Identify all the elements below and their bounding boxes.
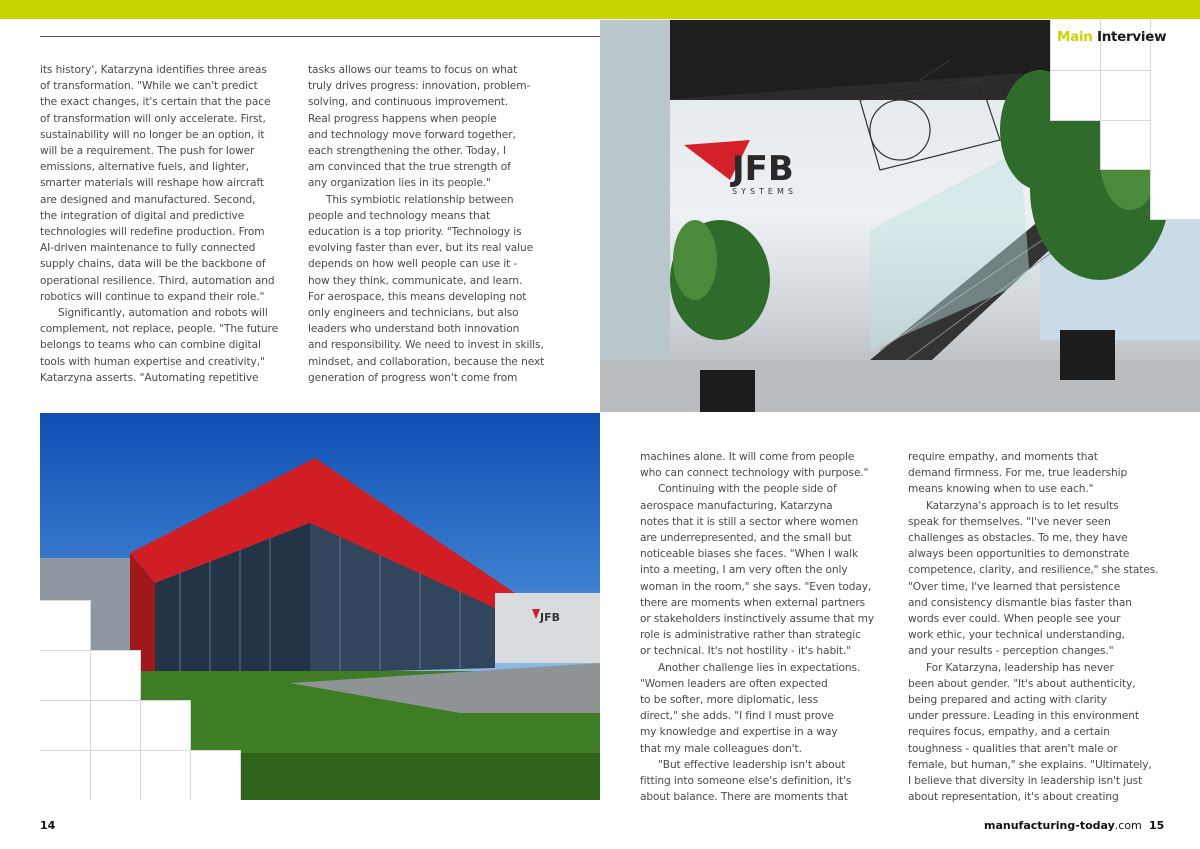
- text-line: of transformation will only accelerate. First,: [40, 112, 266, 125]
- grid-square: [40, 600, 91, 651]
- text-line: tools with human expertise and creativity,": [40, 355, 265, 368]
- text-line: sustainability will no longer be an option, it: [40, 128, 265, 141]
- grid-square: [140, 700, 191, 751]
- text-line: are underrepresented, and the small but: [640, 532, 852, 545]
- text-line: and responsibility. We need to invest in skills,: [308, 339, 544, 352]
- text-line: solving, and continuous improvement.: [308, 96, 509, 109]
- interior-logo-sub: SYSTEMS: [732, 187, 797, 196]
- text-line: supply chains, data will be the backbone of: [40, 258, 266, 271]
- text-line: evolving faster than ever, but its real value: [308, 242, 534, 255]
- grid-square: [190, 750, 241, 800]
- text-line: Katarzyna asserts. "Automating repetitive: [40, 371, 259, 384]
- text-line: aerospace manufacturing, Katarzyna: [640, 499, 833, 512]
- grid-square: [1100, 20, 1151, 71]
- text-line: to be softer, more diplomatic, less: [640, 694, 819, 707]
- text-line: or stakeholders instinctively assume that my: [640, 613, 875, 626]
- text-line: being prepared and acting with clarity: [908, 694, 1107, 707]
- grid-square: [90, 750, 141, 800]
- text-line: "Women leaders are often expected: [640, 677, 828, 690]
- building-logo: JFB: [540, 611, 560, 624]
- site-url: [984, 819, 1142, 832]
- text-line: I believe that diversity in leadership isn't just: [908, 775, 1143, 788]
- text-line: female, but human," she explains. "Ultimately,: [908, 758, 1152, 771]
- text-line: Another challenge lies in expectations.: [658, 661, 861, 674]
- text-line: about balance. There are moments that: [640, 791, 848, 804]
- text-line: leaders who understand both innovation: [308, 323, 520, 336]
- grid-square: [1100, 70, 1151, 121]
- text-line: and consistency dismantle bias faster than: [908, 596, 1132, 609]
- text-line: and your results - perception changes.": [908, 645, 1114, 658]
- text-line: people and technology means that: [308, 209, 491, 222]
- text-line: and technology move forward together,: [308, 128, 516, 141]
- grid-square: [40, 650, 91, 701]
- text-line: require empathy, and moments that: [908, 451, 1098, 463]
- text-line: will be a requirement. The push for lower: [40, 145, 255, 158]
- text-line: its history', Katarzyna identifies three areas: [40, 64, 267, 76]
- page-number-right: 15: [1149, 819, 1165, 832]
- text-line: Significantly, automation and robots will: [58, 307, 268, 320]
- grid-square: [1100, 120, 1151, 170]
- text-line: speak for themselves. "I've never seen: [908, 515, 1111, 528]
- text-line: there are moments when external partners: [640, 596, 866, 609]
- text-line: words ever could. When people see your: [908, 613, 1121, 626]
- text-line: Real progress happens when people: [308, 112, 497, 125]
- text-line: demand firmness. For me, true leadership: [908, 467, 1128, 480]
- text-line: For Katarzyna, leadership has never: [926, 661, 1114, 674]
- text-line: notes that it is still a sector where women: [640, 515, 859, 528]
- text-line: are designed and manufactured. Second,: [40, 193, 256, 206]
- left-page-column-2: [308, 62, 544, 386]
- text-line: challenges as obstacles. To me, they have: [908, 532, 1128, 545]
- text-line: "But effective leadership isn't about: [658, 758, 846, 771]
- text-line: emissions, alternative fuels, and lighter,: [40, 161, 249, 174]
- text-line: noticeable biases she faces. "When I walk: [640, 548, 858, 561]
- text-line: who can connect technology with purpose.": [640, 467, 869, 480]
- text-line: mindset, and collaboration, because the next: [308, 355, 545, 368]
- section-title: Interview: [1097, 29, 1167, 45]
- grid-square: [40, 750, 91, 800]
- text-line: machines alone. It will come from people: [640, 451, 855, 463]
- text-line: generation of progress won't come from: [308, 371, 518, 384]
- text-line: For aerospace, this means developing not: [308, 290, 527, 303]
- text-line: fitting into someone else's definition, it's: [640, 775, 852, 788]
- grid-square: [40, 700, 91, 751]
- text-line: "Over time, I've learned that persistence: [908, 580, 1121, 593]
- text-line: Katarzyna's approach is to let results: [926, 499, 1119, 512]
- text-line: or technical. It's not hostility - it's habit.": [640, 645, 852, 658]
- text-line: work ethic, your technical understanding,: [908, 629, 1125, 642]
- text-line: truly drives progress: innovation, problem-: [308, 80, 531, 93]
- text-line: complement, not replace, people. "The future: [40, 323, 278, 336]
- text-line: robotics will continue to expand their role.": [40, 290, 265, 303]
- text-line: am convinced that the true strength of: [308, 161, 511, 174]
- site-url-suffix: .com: [1114, 819, 1142, 832]
- text-line: each strengthening the other. Today, I: [308, 145, 506, 158]
- text-line: the integration of digital and predictive: [40, 209, 245, 222]
- section-highlight: Main: [1057, 29, 1093, 45]
- text-line: AI-driven maintenance to fully connected: [40, 242, 256, 255]
- text-line: under pressure. Leading in this environment: [908, 710, 1139, 723]
- page-number-left: 14: [40, 819, 56, 832]
- text-line: only engineers and technicians, but also: [308, 307, 519, 320]
- section-label: [1057, 29, 1166, 45]
- grid-square: [90, 650, 141, 701]
- grid-square: [1050, 20, 1101, 71]
- text-line: always been opportunities to demonstrate: [908, 548, 1130, 561]
- text-line: direct," she adds. "I find I must prove: [640, 710, 834, 723]
- text-line: operational resilience. Third, automation and: [40, 274, 275, 287]
- text-line: about representation, it's about creating: [908, 791, 1119, 804]
- right-page-column-2: [908, 449, 1158, 805]
- text-line: belongs to teams who can combine digital: [40, 339, 261, 352]
- text-line: depends on how well people can use it -: [308, 258, 518, 271]
- right-page-column-1: [640, 449, 874, 805]
- left-page-column-1: [40, 62, 278, 386]
- text-line: education is a top priority. "Technology is: [308, 226, 522, 239]
- text-line: toughness - qualities that aren't male or: [908, 742, 1118, 755]
- text-line: of transformation. "While we can't predict: [40, 80, 258, 93]
- text-line: means knowing when to use each.": [908, 483, 1094, 496]
- text-line: requires focus, empathy, and a certain: [908, 726, 1110, 739]
- grid-square: [1150, 20, 1200, 220]
- text-line: This symbiotic relationship between: [326, 193, 514, 206]
- text-line: woman in the room," she says. "Even today,: [640, 580, 872, 593]
- top-accent-bar: [0, 0, 1200, 19]
- text-line: role is administrative rather than strategic: [640, 629, 861, 642]
- text-line: how they think, communicate, and learn.: [308, 274, 523, 287]
- grid-square: [140, 750, 191, 800]
- text-line: technologies will redefine production. From: [40, 226, 265, 239]
- text-line: smarter materials will reshape how aircraft: [40, 177, 264, 190]
- text-line: been about gender. "It's about authenticity,: [908, 677, 1136, 690]
- grid-square: [90, 700, 141, 751]
- text-line: my knowledge and expertise in a way: [640, 726, 838, 739]
- text-line: Continuing with the people side of: [658, 483, 837, 496]
- text-line: the exact changes, it's certain that the pace: [40, 96, 271, 109]
- site-url-bold: manufacturing-today: [984, 819, 1115, 832]
- text-line: into a meeting, I am very often the only: [640, 564, 848, 577]
- text-line: that my male colleagues don't.: [640, 742, 802, 755]
- text-line: competence, clarity, and resilience," she states.: [908, 564, 1159, 577]
- interior-logo: JFB: [732, 149, 794, 189]
- text-line: any organization lies in its people.": [308, 177, 491, 190]
- text-line: tasks allows our teams to focus on what: [308, 64, 518, 76]
- grid-square: [1050, 70, 1101, 121]
